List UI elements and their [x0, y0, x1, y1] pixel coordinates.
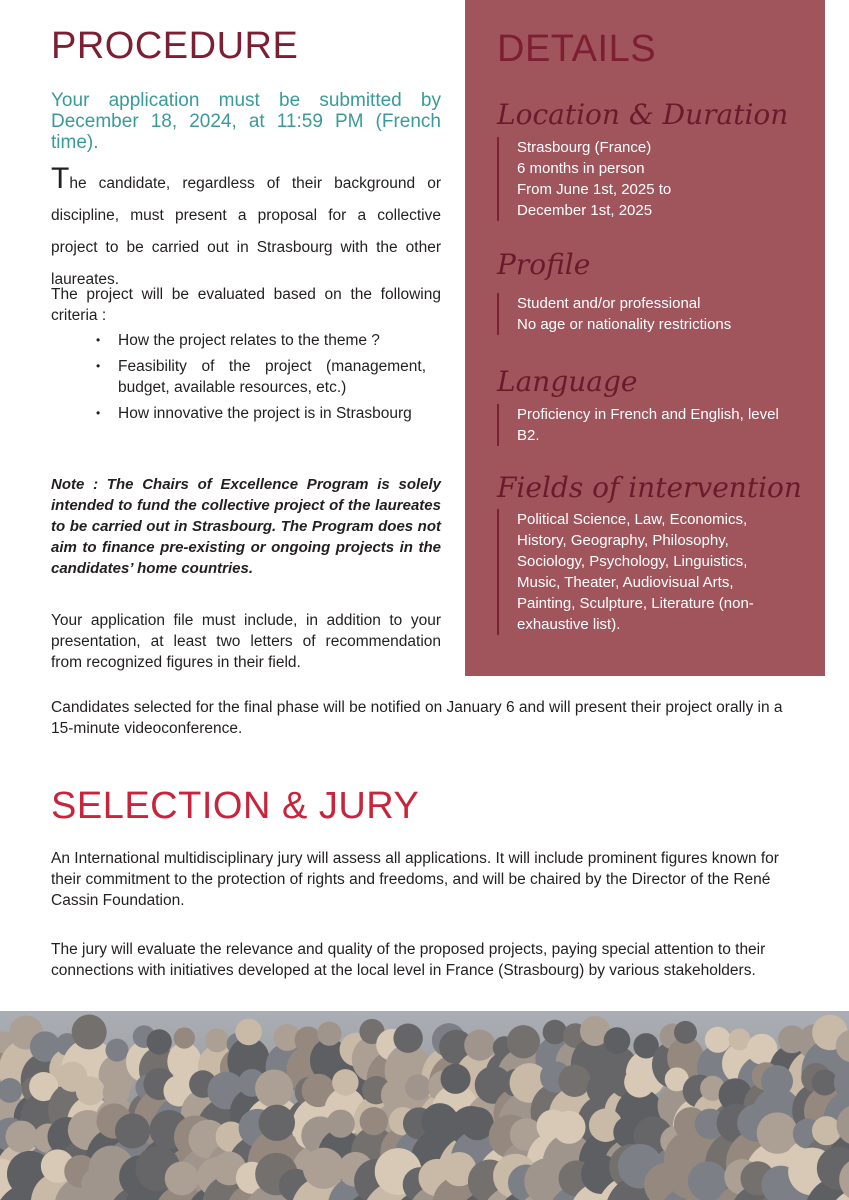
location-line: 6 months in person	[517, 160, 645, 177]
profile-heading: Profile	[497, 248, 591, 281]
language-details: Proficiency in French and English, level B2.	[497, 404, 787, 446]
program-note: Note : The Chairs of Excellence Program is solely intended to fund the collective project of the laureates to be carried out in Strasbourg. The Program does not aim to finance pre-existing or ongoing projects in the candidates’ home countries.	[51, 476, 441, 577]
selection-title: SELECTION & JURY	[51, 785, 420, 827]
profile-details	[497, 293, 807, 335]
intro-dropcap: T	[51, 162, 70, 195]
procedure-title: PROCEDURE	[51, 25, 299, 67]
criteria-list	[96, 330, 426, 429]
profile-line: No age or nationality restrictions	[517, 316, 732, 333]
jury-paragraph: The jury will evaluate the relevance and quality of the proposed projects, paying special attention to their connections with initiatives developed at the local level in France (Strasbourg) by various stakeholders.	[51, 941, 766, 979]
crowd-photo	[0, 1011, 849, 1200]
final-phase-text: Candidates selected for the final phase will be notified on January 6 and will present their project orally in a 15-minute videoconference.	[51, 699, 783, 737]
profile-line: Student and/or professional	[517, 295, 701, 312]
location-line: From June 1st, 2025 to	[517, 181, 672, 198]
details-title: DETAILS	[497, 28, 657, 70]
location-line: December 1st, 2025	[517, 202, 653, 219]
criteria-item: • How innovative the project is in Strasbourg	[96, 403, 426, 424]
jury-paragraph: An International multidisciplinary jury will assess all applications. It will include prominent figures known for their commitment to the protection of rights and freedoms, and will be chaired by the Director of the René Cassin Foundation.	[51, 850, 779, 909]
criteria-item: • How the project relates to the theme ?	[96, 330, 426, 351]
criteria-item: • Feasibility of the project (management, budget, available resources, etc.)	[96, 356, 426, 398]
application-file-text: Your application file must include, in addition to your presentation, at least two letters of recommendation from recognized figures in their field.	[51, 612, 441, 671]
location-heading: Location & Duration	[497, 98, 789, 131]
deadline-text: Your application must be submitted by December 18, 2024, at 11:59 PM (French time).	[51, 90, 441, 153]
location-line: Strasbourg (France)	[517, 139, 652, 156]
fields-details: Political Science, Law, Economics, History, Geography, Philosophy, Sociology, Psychology, Linguistics, Music, Theater, Audiovisual Arts, Painting, Sculpture, Literature (non-exhaustive list).	[497, 509, 767, 635]
language-heading: Language	[497, 365, 638, 398]
intro-text: he candidate, regardless of their background or discipline, must present a proposal for a collective project to be carried out in Strasbourg with the other laureates.	[51, 175, 441, 288]
location-details	[497, 137, 797, 221]
criteria-intro: The project will be evaluated based on the following criteria :	[51, 286, 441, 324]
intro-paragraph	[51, 162, 441, 296]
fields-heading: Fields of intervention	[497, 471, 802, 504]
